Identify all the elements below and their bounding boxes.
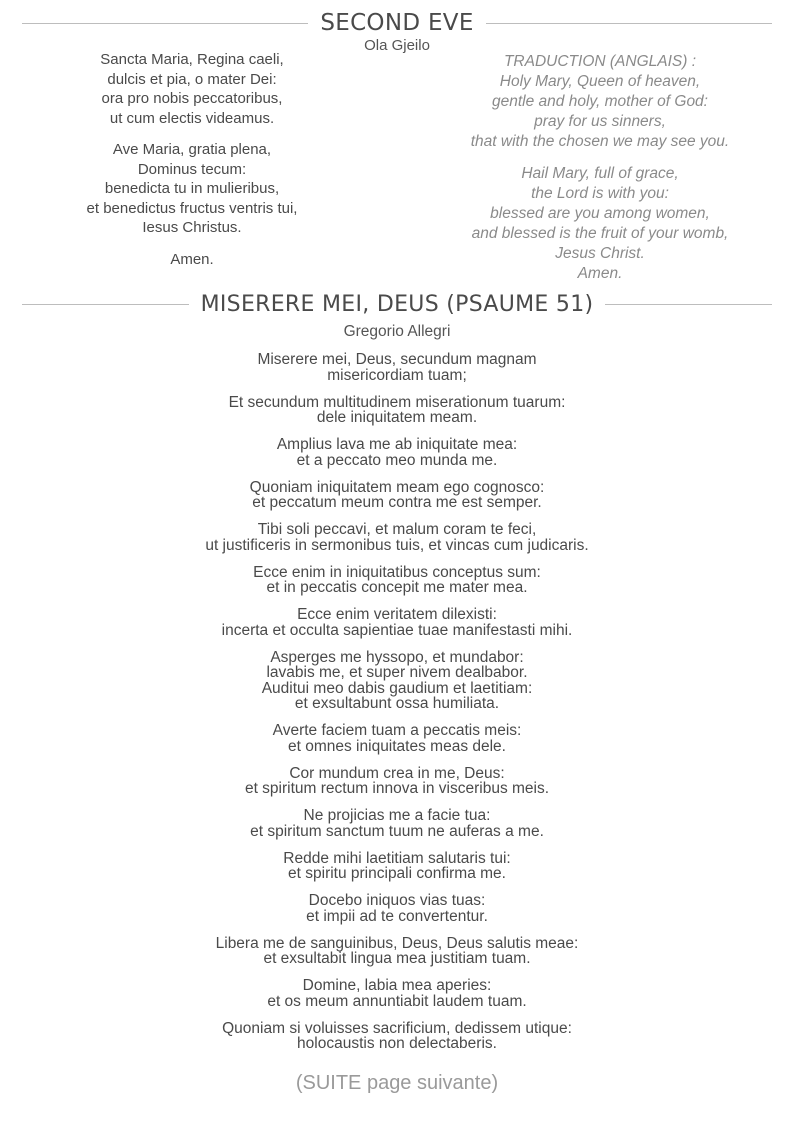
translation-text-column xyxy=(420,52,780,296)
stanza xyxy=(0,522,794,553)
verse-line: et exsultabit lingua mea justitiam tuam. xyxy=(263,950,531,967)
verse-line: Ecce enim in iniquitatibus conceptus sum: xyxy=(253,563,541,581)
verse-line: et impii ad te convertentur. xyxy=(306,907,488,925)
verse-line: Docebo iniquos vias tuas: xyxy=(308,892,486,909)
verse-line: incerta et occulta sapientiae tuae manifestasti mihi. xyxy=(221,621,573,639)
stanza xyxy=(0,978,794,1009)
verse-line: Amen. xyxy=(170,250,214,268)
stanza xyxy=(0,437,794,468)
verse-line: et a peccato meo munda me. xyxy=(296,451,498,469)
stanza xyxy=(0,607,794,638)
stanza xyxy=(0,395,794,426)
verse-line: Redde mihi laetitiam salutaris tui: xyxy=(283,849,511,867)
stanza xyxy=(0,352,794,383)
verse-line: Holy Mary, Queen of heaven, xyxy=(499,73,701,90)
verse-line: ora pro nobis peccatoribus, xyxy=(101,90,283,107)
heading-rule-right xyxy=(605,304,772,305)
verse-line: ut justificeris in sermonibus tuis, et vincas cum judicaris. xyxy=(205,536,589,554)
verse-line: et peccatum meum contra me est semper. xyxy=(252,494,542,511)
verse-line: misericordiam tuam; xyxy=(327,366,467,384)
verse-line: Amplius lava me ab iniquitate mea: xyxy=(276,436,518,453)
heading-rule-right xyxy=(486,23,772,24)
section-heading-miserere xyxy=(22,292,772,317)
composer-name: Ola Gjeilo xyxy=(364,37,430,54)
verse-line: dele iniquitatem meam. xyxy=(316,409,478,426)
section-title: SECOND EVE xyxy=(320,10,474,36)
stanza xyxy=(0,893,794,924)
verse-line: et spiritum sanctum tuum ne auferas a me. xyxy=(250,822,544,840)
stanza xyxy=(0,936,794,967)
verse-line: the Lord is with you: xyxy=(531,185,669,202)
section-heading-second-eve xyxy=(22,10,772,36)
verse-line: et spiritum rectum innova in visceribus meis. xyxy=(244,780,550,797)
verse-line: Domine, labia mea aperies: xyxy=(302,977,492,994)
verse-line: Ne projicias me a facie tua: xyxy=(303,807,491,824)
verse-line: Ave Maria, gratia plena, xyxy=(112,141,272,158)
verse-line: et exsultabunt ossa humiliata. xyxy=(294,695,500,712)
verse-line: Quoniam si voluisses sacrificium, dedissem utique: xyxy=(222,1019,572,1037)
verse-line: Jesus Christ. xyxy=(555,245,645,262)
stanza xyxy=(0,565,794,596)
verse-line: dulcis et pia, o mater Dei: xyxy=(107,70,277,88)
stanza xyxy=(420,164,780,284)
stanza xyxy=(0,723,794,754)
stanza xyxy=(0,1021,794,1052)
heading-rule-left xyxy=(22,304,189,305)
verse-line: ut cum electis videamus. xyxy=(109,109,275,127)
verse-line: benedicta tu in mulieribus, xyxy=(104,180,280,197)
stanza xyxy=(0,650,794,712)
verse-line: et spiritu principali confirma me. xyxy=(288,865,506,882)
stanza xyxy=(40,140,344,238)
stanza xyxy=(40,250,344,270)
heading-rule-left xyxy=(22,23,308,24)
verse-line: Ecce enim veritatem dilexisti: xyxy=(297,606,497,623)
verse-line: pray for us sinners, xyxy=(534,113,666,130)
latin-text-column xyxy=(40,50,344,281)
verse-line: that with the chosen we may see you. xyxy=(470,133,730,150)
stanza xyxy=(0,808,794,839)
verse-line: Asperges me hyssopo, et mundabor: xyxy=(270,648,524,666)
stanza xyxy=(0,851,794,882)
verse-line: et omnes iniquitates meas dele. xyxy=(288,737,506,755)
verse-line: Cor mundum crea in me, Deus: xyxy=(289,764,505,782)
verse-line: Iesus Christus. xyxy=(142,219,242,236)
verse-line: Miserere mei, Deus, secundum magnam xyxy=(257,351,537,368)
verse-line: holocaustis non delectaberis. xyxy=(297,1035,497,1052)
verse-line: Tibi soli peccavi, et malum coram te feci, xyxy=(257,521,537,538)
verse-line: gentle and holy, mother of God: xyxy=(492,93,708,110)
verse-line: Averte faciem tuam a peccatis meis: xyxy=(272,722,522,739)
verse-line: et in peccatis concepit me mater mea. xyxy=(266,579,528,596)
verse-line: Et secundum multitudinem miserationum tuarum: xyxy=(228,393,566,411)
verse-line: and blessed is the fruit of your womb, xyxy=(471,225,729,242)
stanza xyxy=(0,480,794,511)
verse-line: Amen. xyxy=(577,265,623,282)
verse-line: blessed are you among women, xyxy=(490,205,710,222)
verse-line: et os meum annuntiabit laudem tuam. xyxy=(267,992,527,1010)
stanza xyxy=(420,52,780,152)
verse-line: TRADUCTION (ANGLAIS) : xyxy=(503,53,697,70)
stanza xyxy=(0,766,794,797)
verse-line: Hail Mary, full of grace, xyxy=(521,165,679,182)
verse-line: Auditui meo dabis gaudium et laetitiam: xyxy=(261,679,533,697)
stanza xyxy=(40,50,344,128)
verse-line: Dominus tecum: xyxy=(137,160,247,178)
verse-line: Quoniam iniquitatem meam ego cognosco: xyxy=(249,478,545,496)
composer-name: Gregorio Allegri xyxy=(343,323,451,340)
psalm-text xyxy=(0,352,794,1063)
verse-line: et benedictus fructus ventris tui, xyxy=(86,199,298,217)
verse-line: lavabis me, et super nivem dealbabor. xyxy=(266,664,528,681)
verse-line: Libera me de sanguinibus, Deus, Deus salutis meae: xyxy=(215,934,579,952)
continuation-note: (SUITE page suivante) xyxy=(295,1072,499,1094)
section-title: MISERERE MEI, DEUS (PSAUME 51) xyxy=(200,292,594,317)
verse-line: Sancta Maria, Regina caeli, xyxy=(100,51,284,68)
